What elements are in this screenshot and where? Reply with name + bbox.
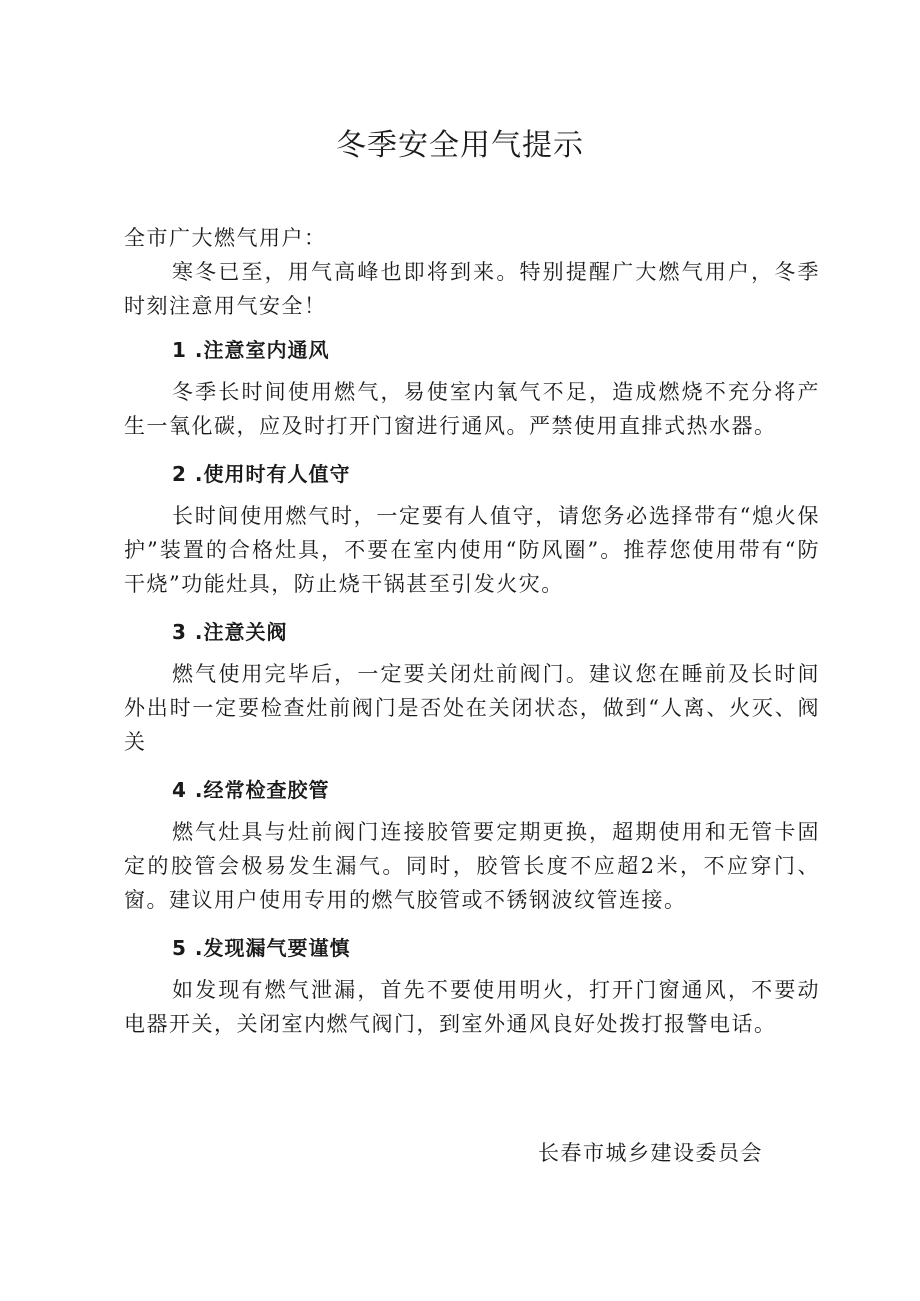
section-body-1: 冬季长时间使用燃气，易使室内氧气不足，造成燃烧不充分将产生一氧化碳，应及时打开门窗进行通风。严禁使用直排式热水器。 [124,380,820,438]
section-heading-3 [124,615,820,649]
section-heading-text: .注意室内通风 [194,338,330,362]
section-heading-4 [124,773,820,807]
section-heading-text: .经常检查胶管 [194,778,330,802]
signature: 长春市城乡建设委员会 [538,1141,763,1165]
section-heading-text: .发现漏气要谨慎 [194,936,351,960]
section-heading-text: .注意关阀 [194,620,288,644]
section-number: 4 [172,778,187,802]
section-heading-text: .使用时有人值守 [194,462,351,486]
document-title: 冬季安全用气提示 [336,128,584,163]
section-heading-2 [124,457,820,491]
section-heading-1 [124,333,820,367]
section-heading-5 [124,931,820,965]
salutation: 全市广大燃气用户： [124,226,327,250]
document-body [124,221,820,1041]
section-number: 3 [172,620,187,644]
section-body-3: 燃气使用完毕后，一定要关闭灶前阀门。建议您在睡前及长时间外出时一定要检查灶前阀门是否处在关闭状态，做到“人离、火灭、阀关 [124,662,820,754]
section-number: 1 [172,338,187,362]
section-body-2: 长时间使用燃气时，一定要有人值守，请您务必选择带有“熄火保护”装置的合格灶具，不要在室内使用“防风圈”。推荐您使用带有“防干烧”功能灶具，防止烧干锅甚至引发火灾。 [124,504,820,596]
section-body-5: 如发现有燃气泄漏，首先不要使用明火，打开门窗通风，不要动电器开关，关闭室内燃气阀门，到室外通风良好处拨打报警电话。 [124,978,820,1036]
section-number: 2 [172,462,187,486]
section-body-4: 燃气灶具与灶前阀门连接胶管要定期更换，超期使用和无管卡固定的胶管会极易发生漏气。同时，胶管长度不应超2米，不应穿门、窗。建议用户使用专用的燃气胶管或不锈钢波纹管连接。 [124,820,820,912]
section-number: 5 [172,936,187,960]
intro-paragraph: 寒冬已至，用气高峰也即将到来。特别提醒广大燃气用户，冬季时刻注意用气安全！ [124,260,820,318]
